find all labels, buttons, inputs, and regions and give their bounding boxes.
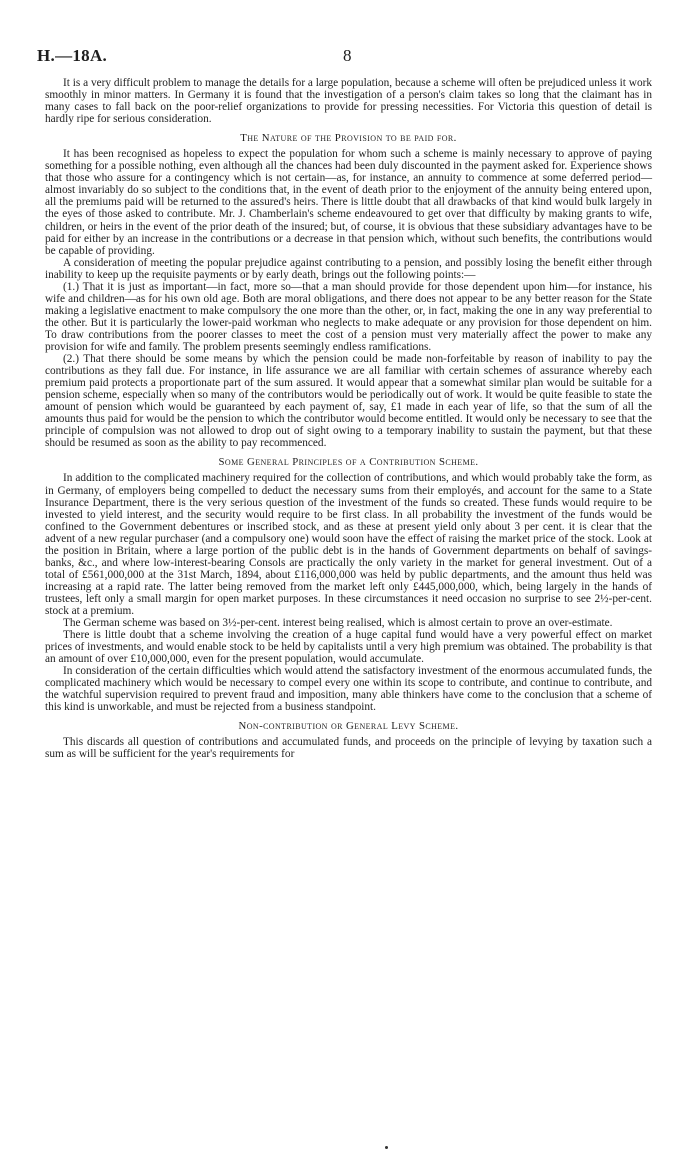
body-text <box>45 77 652 761</box>
section-heading: Non-contribution or General Levy Scheme. <box>238 720 459 733</box>
paragraph: There is little doubt that a scheme involving the creation of a huge capital fund would have a very powerful effect on market prices of investments, and would enable stock to be held by capitalists until a very high premium was obtained. The probability is that an amount of over £10,000,000, even for the present population, would accumulate. <box>45 629 652 666</box>
print-mark <box>385 1146 388 1149</box>
paragraph: It has been recognised as hopeless to expect the population for whom such a scheme is mainly necessary to approve of paying something for a possible nothing, even although all the chances had been duly discounted in the payment asked for. Experience shows that those who assure for a contingency which is not certain—as, for instance, an annuity to commence at some deferred period—almost invariably do so subject to the conditions that, in the event of death prior to the enjoyment of the annuity being entered upon, all the premiums paid will be returned to the assured's heirs. There is little doubt that all drawbacks of that kind would bulk largely in the eyes of those asked to contribute. Mr. J. Chamberlain's scheme endeavoured to get over that difficulty by making grants to wife, children, or heirs in the event of the prior death of the insured; but, of course, it is obvious that these subsidiary advantages have to be paid for either by an increase in the contributions or a decrease in that pension which, without such benefits, the contributions would be capable of providing. <box>45 148 652 257</box>
paragraph: It is a very difficult problem to manage the details for a large population, because a scheme will often be prejudiced unless it work smoothly in minor matters. In Germany it is found that the investigation of a person's claim takes so long that the claimant has in many cases to fall back on the poor-relief organizations to provide for pressing necessities. For Victoria this question of detail is hardly ripe for serious consideration. <box>45 77 652 126</box>
section-heading: The Nature of the Provision to be paid for. <box>240 132 457 145</box>
paragraph: This discards all question of contributions and accumulated funds, and proceeds on the principle of levying by taxation such a sum as will be sufficient for the year's requirements for <box>45 736 652 761</box>
paragraph: In addition to the complicated machinery required for the collection of contributions, and which would probably take the form, as in Germany, of employers being compelled to deduct the necessary sums from their employés, and account for the same to a State Insurance Department, there is the very serious question of the investment of the funds so created. These funds would require to be invested to yield interest, and the security would require to be first class. In all probability the investment of the funds would be confined to the Government debentures or inscribed stock, and as these at present yield only about 3 per cent. it is clear that the advent of a new regular purchaser (and a compulsory one) would soon have the effect of raising the market price of the stock. Look at the position in Britain, where a large portion of the public debt is in the hands of Government departments on behalf of savings-banks, &c., and where low-interest-bearing Consols are practically the only variety in the market for general investment. Out of a total of £561,000,000 at the 31st March, 1894, about £116,000,000 was held by public departments, and the amount thus held was increasing at a rapid rate. The latter being removed from the market left only £445,000,000, which, being largely in the hands of trustees, left only a small margin for open market purposes. In these circumstances it need occasion no surprise to see 2½-per-cent. stock at a premium. <box>45 472 652 617</box>
document-reference: H.—18A. <box>37 46 108 65</box>
paragraph: In consideration of the certain difficulties which would attend the satisfactory investment of the enormous accumulated funds, the complicated machinery which would be necessary to compel every one within its scope to contribute, and continue to contribute, and the watchful supervision required to prevent fraud and imposition, many able thinkers have come to the conclusion that a scheme of this kind is unworkable, and must be rejected from a business standpoint. <box>45 665 652 714</box>
paragraph: The German scheme was based on 3½-per-cent. interest being realised, which is almost certain to prove an over-estimate. <box>63 617 613 630</box>
section-heading: Some General Principles of a Contribution Scheme. <box>218 456 479 469</box>
paragraph: (2.) That there should be some means by which the pension could be made non-forfeitable by reason of inability to pay the contributions as they fall due. For instance, in life assurance we are all familiar with certain schemes of assurance whereby each premium paid protects a proportionate part of the sum assured. It would appear that a somewhat similar plan would be suitable for a pension scheme, especially when so many of the contributors would be periodically out of work. It would be quite feasible to state the amount of pension which would be guaranteed by each payment of, say, £1 made in each year of life, so that the sum of all the amounts thus paid for would be the pension to which the contributor would become entitled. It would only be necessary to see that the principle of compulsion was not allowed to drop out of sight owing to a temporary inability to sustain the payment, but that these should be resumed as soon as the ability to pay recommenced. <box>45 353 652 450</box>
paragraph: (1.) That it is just as important—in fact, more so—that a man should provide for those dependent upon him—for instance, his wife and children—as for his own old age. Both are moral obligations, and there does not appear to be any better reason for the State making a legislative enactment to make compulsory the one more than the other, or, in fact, making the one in any way preferential to the other. But it is particularly the lower-paid workman who neglects to make adequate or any provision for those dependent on him. To draw contributions from the poorer classes to meet the cost of a pension must very materially affect the power to make any provision for wife and family. The problem presents seemingly endless ramifications. <box>45 280 652 353</box>
paragraph: A consideration of meeting the popular prejudice against contributing to a pension, and possibly losing the benefit either through inability to keep up the requisite payments or by early death, brings out the following points:— <box>45 256 652 281</box>
page-number: 8 <box>343 46 352 65</box>
